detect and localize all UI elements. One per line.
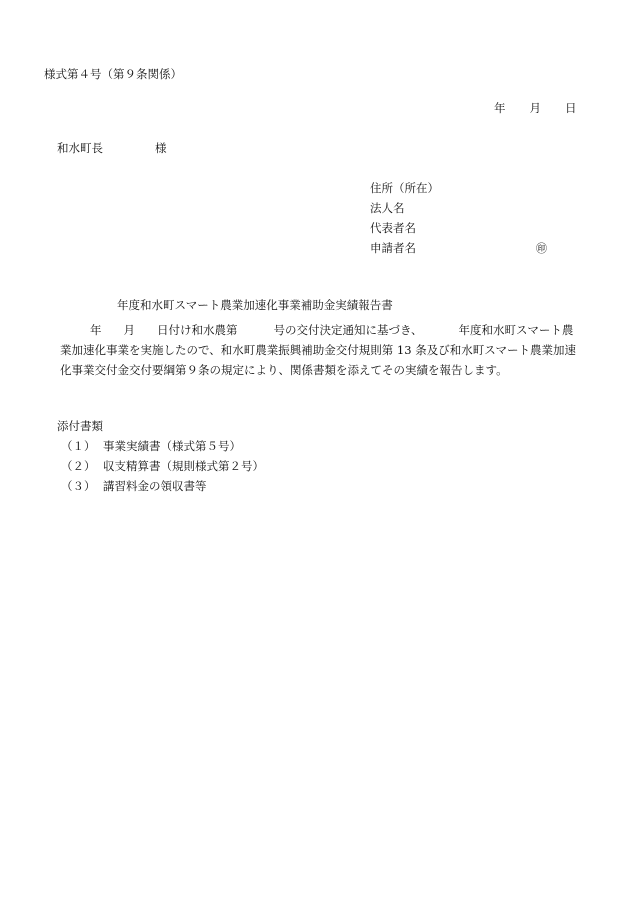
seal-mark: ㊞ <box>536 242 547 255</box>
applicant-name-row <box>370 241 547 261</box>
attachment-number: （１） <box>61 439 96 453</box>
date-month-label: 月 <box>529 101 541 115</box>
body-month: 月 <box>123 323 135 337</box>
attachment-text: 事業実績書（様式第５号） <box>103 439 241 453</box>
attachment-item <box>57 439 264 459</box>
date-year-label: 年 <box>494 101 506 115</box>
body-ref-suffix: 号の交付決定通知に基づき、 <box>273 323 423 337</box>
attachment-item <box>57 479 264 499</box>
report-body-continuation: 業加速化事業を実施したので、和水町農業振興補助金交付規則第 13 条及び和水町スマート農業加速化事業交付金交付要綱第９条の規定により、関係書類を添えてその実績を報告します。 <box>60 343 576 377</box>
attachments-block <box>57 419 264 499</box>
date-day-label: 日 <box>565 101 577 115</box>
attachments-heading: 添付書類 <box>57 419 103 433</box>
addressee-honorific: 様 <box>155 141 167 155</box>
applicant-corporation-label: 法人名 <box>370 201 405 215</box>
form-number: 様式第４号（第９条関係） <box>44 67 182 81</box>
applicant-block <box>370 181 547 261</box>
report-title: 年度和水町スマート農業加速化事業補助金実績報告書 <box>117 298 393 312</box>
attachment-number: （３） <box>61 479 96 493</box>
addressee-name: 和水町長 <box>57 141 103 155</box>
applicant-representative-label: 代表者名 <box>370 221 416 235</box>
addressee <box>57 141 167 155</box>
applicant-name-label: 申請者名 <box>370 241 416 255</box>
body-rest-line1: 年度和水町スマート農 <box>458 323 574 337</box>
applicant-address-label: 住所（所在） <box>370 181 439 195</box>
report-body-first-line <box>60 320 580 340</box>
body-year: 年 <box>90 323 102 337</box>
attachment-number: （２） <box>61 459 96 473</box>
body-ref-prefix: 日付け和水農第 <box>157 323 238 337</box>
report-body <box>60 320 580 380</box>
attachment-text: 講習料金の領収書等 <box>103 479 207 493</box>
attachment-item <box>57 459 264 479</box>
attachment-text: 収支精算書（規則様式第２号） <box>103 459 264 473</box>
date-line <box>494 101 577 115</box>
